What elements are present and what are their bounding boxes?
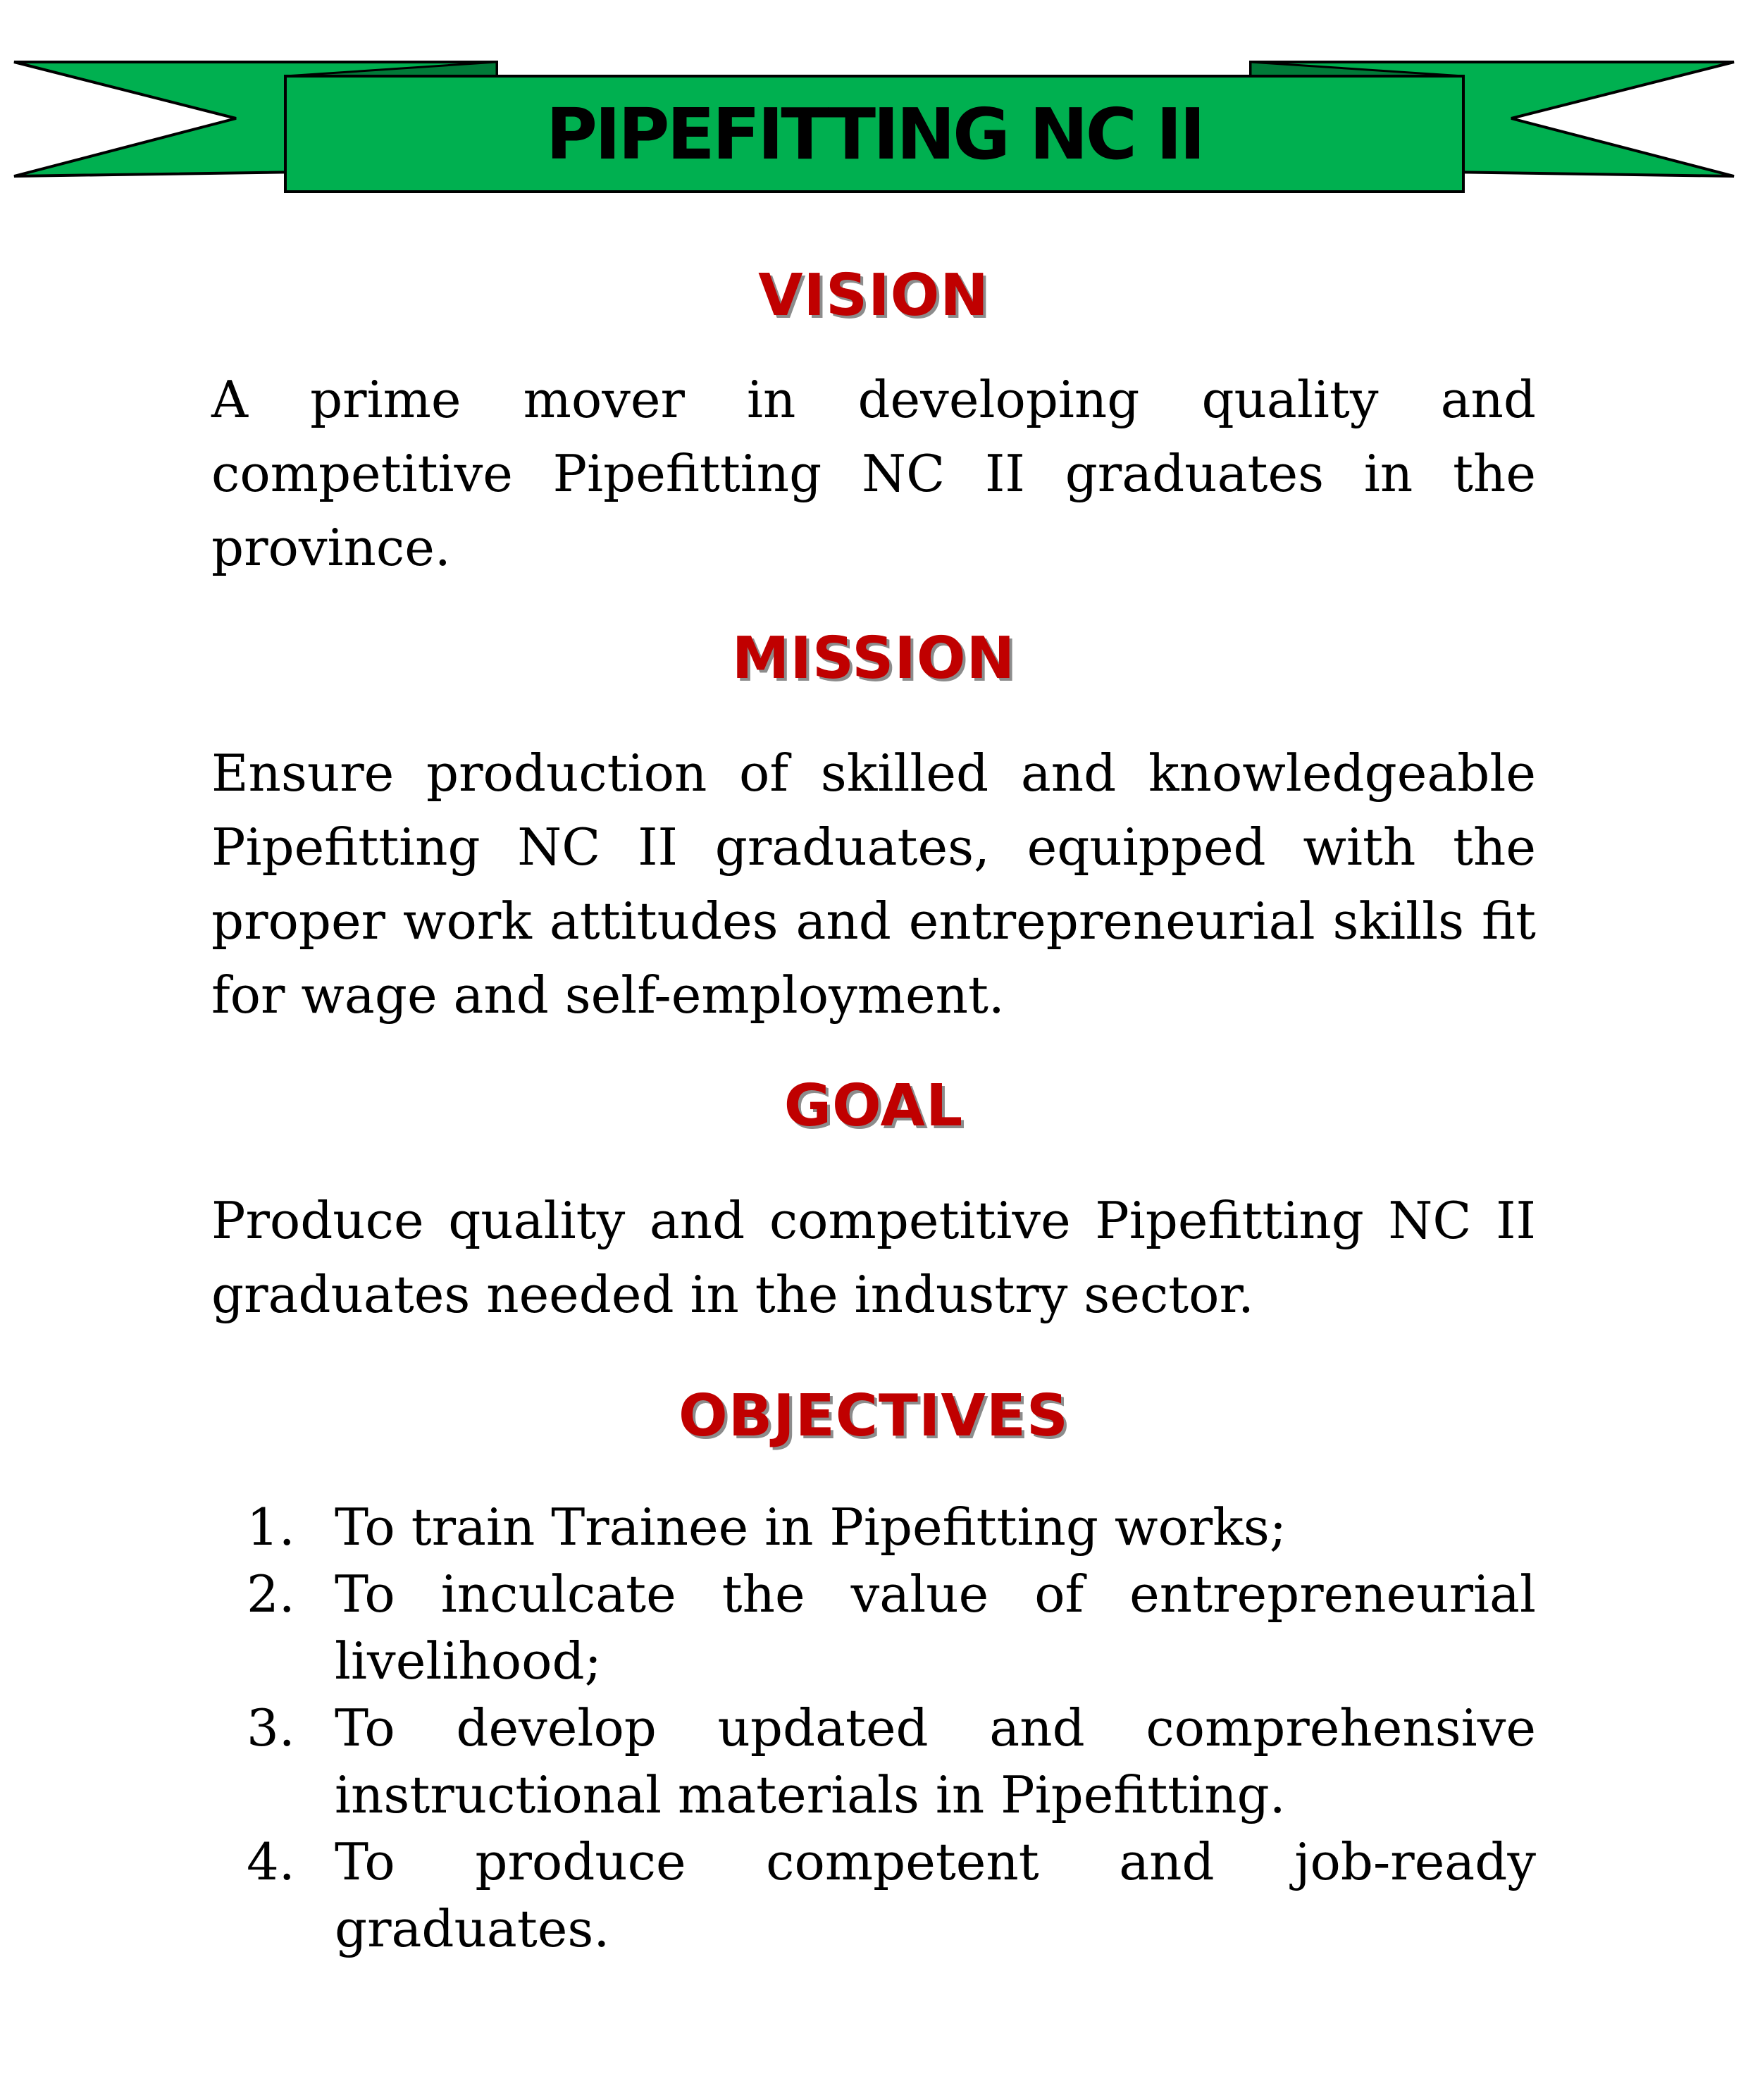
page-title: PIPEFITTING NC II [545,92,1203,175]
title-banner [0,0,1748,211]
list-item-text: To inculcate the value of entrepreneurial livelihood; [335,1564,1536,1691]
list-item [211,1494,1536,1561]
objectives-list [211,1494,1536,1963]
mission-text: Ensure production of skilled and knowledgeable Pipefitting NC II graduates, equipped with the proper work attitudes and entrepreneurial skills fit for wage and self-employment. [211,743,1536,1025]
vision-text: A prime mover in developing quality and competitive Pipefitting NC II graduates in the province. [211,370,1536,577]
list-item-number: 1. [247,1497,295,1557]
goal-text: Produce quality and competitive Pipefitting NC II graduates needed in the industry sector. [211,1191,1536,1324]
list-item-text: To develop updated and comprehensive instructional materials in Pipefitting. [335,1698,1536,1824]
main-content [211,261,1536,1963]
vision-heading: VISION [758,262,989,329]
list-item-text: To train Trainee in Pipefitting works; [335,1497,1287,1557]
list-item-number: 3. [247,1698,295,1758]
list-item-number: 4. [247,1832,295,1891]
list-item-number: 2. [247,1564,295,1624]
goal-heading: GOAL [783,1073,964,1139]
list-item-text: To produce competent and job-ready graduates. [335,1832,1536,1958]
list-item [211,1829,1536,1963]
list-item [211,1695,1536,1829]
list-item [211,1561,1536,1695]
mission-heading: MISSION [731,625,1016,692]
objectives-heading: OBJECTIVES [678,1383,1069,1450]
